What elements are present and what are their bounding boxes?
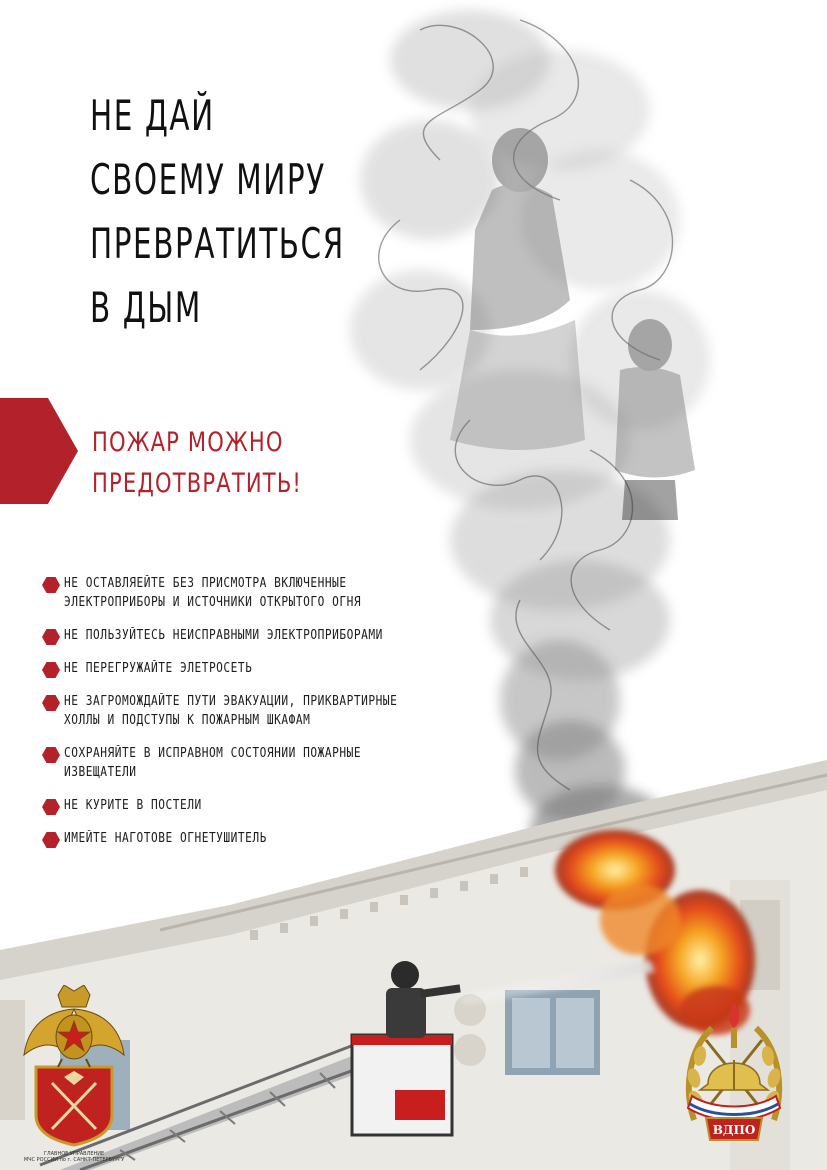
list-item xyxy=(42,692,502,730)
vdpo-emblem-icon xyxy=(684,1000,784,1150)
list-item xyxy=(42,626,502,645)
subheadline xyxy=(92,422,361,504)
list-item xyxy=(42,574,502,612)
svg-text:ГЛАВНОЕ УПРАВЛЕНИЕ: ГЛАВНОЕ УПРАВЛЕНИЕ xyxy=(43,1151,105,1157)
list-item xyxy=(42,796,502,815)
tip-text: НЕ ЗАГРОМОЖДАЙТЕ ПУТИ ЭВАКУАЦИИ, ПРИКВАРТИРНЫЕ ХОЛЛЫ И ПОДСТУПЫ К ПОЖАРНЫМ ШКАФАМ xyxy=(64,694,398,728)
tip-text: НЕ ПЕРЕГРУЖАЙТЕ ЭЛЕТРОСЕТЬ xyxy=(64,661,253,676)
hexagon-bullet-icon xyxy=(42,747,60,763)
tip-text: ИМЕЙТЕ НАГОТОВЕ ОГНЕТУШИТЕЛЬ xyxy=(64,831,267,846)
hexagon-bullet-icon xyxy=(42,799,60,815)
list-item xyxy=(42,659,502,678)
hexagon-bullet-icon xyxy=(42,577,60,593)
tip-text: НЕ КУРИТЕ В ПОСТЕЛИ xyxy=(64,798,202,813)
tip-text: НЕ ОСТАВЛЯЕЙТЕ БЕЗ ПРИСМОТРА ВКЛЮЧЕННЫЕ ЭЛЕКТРОПРИБОРЫ И ИСТОЧНИКИ ОТКРЫТОГО ОГНЯ xyxy=(64,576,362,610)
hexagon-bullet-icon xyxy=(42,662,60,678)
list-item xyxy=(42,829,502,848)
tip-text: НЕ ПОЛЬЗУЙТЕСЬ НЕИСПРАВНЫМИ ЭЛЕКТРОПРИБОРАМИ xyxy=(64,628,383,643)
headline-line: В ДЫМ xyxy=(90,283,202,332)
hexagon-bullet-icon xyxy=(42,695,60,711)
svg-text:МЧС РОССИИ по г. САНКТ-ПЕТЕРБУ: МЧС РОССИИ по г. САНКТ-ПЕТЕРБУРГУ xyxy=(23,1157,125,1163)
red-arrow-icon xyxy=(0,398,78,504)
headline-line: НЕ ДАЙ xyxy=(90,91,215,140)
vdpo-caption: ВДПО xyxy=(712,1123,756,1137)
headline-line: ПРЕВРАТИТЬСЯ xyxy=(90,219,345,268)
subheadline-line: ПОЖАР МОЖНО xyxy=(92,427,284,458)
tip-text: СОХРАНЯЙТЕ В ИСПРАВНОМ СОСТОЯНИИ ПОЖАРНЫЕ ИЗВЕЩАТЕЛИ xyxy=(64,746,362,780)
hexagon-bullet-icon xyxy=(42,832,60,848)
mchs-emblem-icon xyxy=(18,985,130,1163)
subheadline-line: ПРЕДОТВРАТИТЬ! xyxy=(92,468,303,499)
hexagon-bullet-icon xyxy=(42,629,60,645)
headline xyxy=(90,84,420,340)
headline-line: СВОЕМУ МИРУ xyxy=(90,155,326,204)
list-item xyxy=(42,744,502,782)
fire-safety-tips xyxy=(42,574,502,858)
